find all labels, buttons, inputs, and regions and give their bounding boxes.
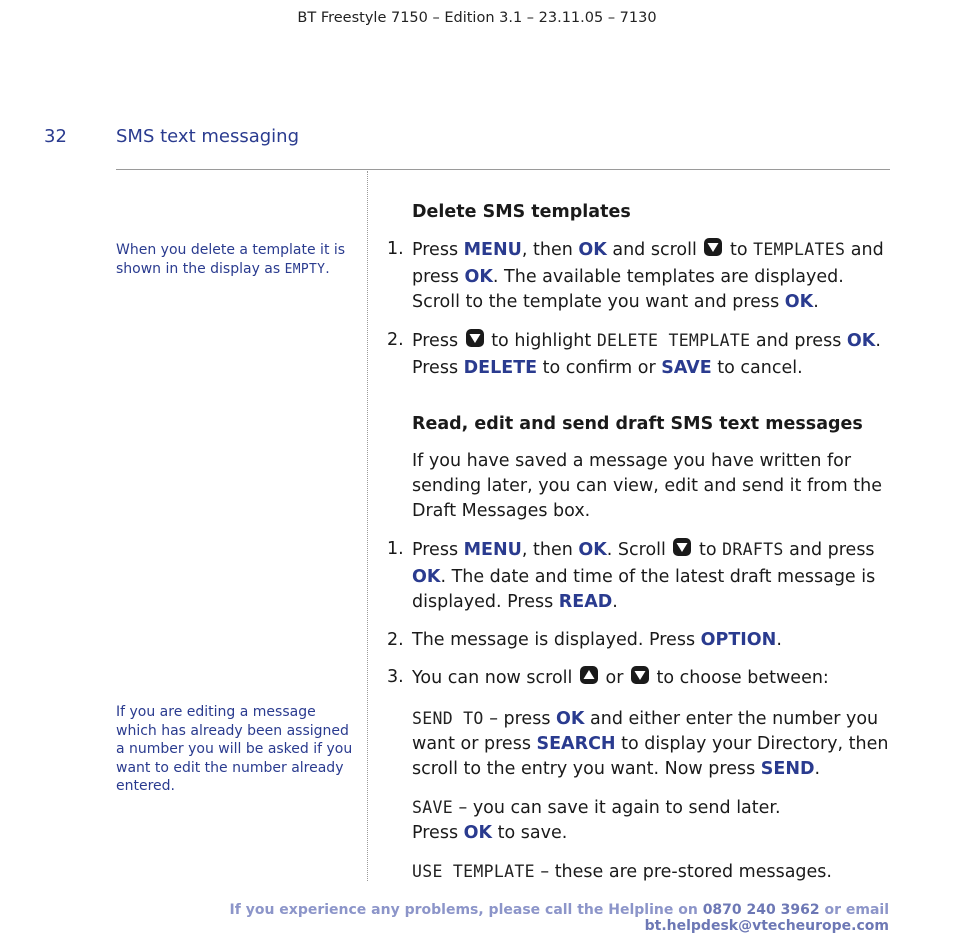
helpline-footer: If you experience any problems, please call the Helpline on 0870 240 3962 or email bt.helpdesk@vtecheurope.com [229, 902, 889, 934]
lcd-text: USE TEMPLATE [412, 862, 535, 881]
section-title: SMS text messaging [116, 126, 300, 147]
document-header: BT Freestyle 7150 – Edition 3.1 – 23.11.05 – 7130 [297, 10, 657, 26]
draft-intro: If you have saved a message you have written for sending later, you can view, edit and send it from the Draft Messages box. [412, 451, 882, 521]
down-arrow-icon [630, 665, 650, 693]
delete-step-1: 1. Press MENU, then OK and scroll to TEMPLATES and press OK. The available templates are displayed. Scroll to the template you want and press OK. [387, 239, 884, 312]
lcd-text: SAVE [412, 798, 453, 817]
lcd-text: TEMPLATES [753, 240, 846, 259]
page-number: 32 [44, 126, 67, 147]
search-key: SEARCH [536, 734, 616, 754]
down-arrow-icon [703, 237, 723, 265]
menu-key: MENU [463, 240, 522, 260]
delete-templates-section [387, 200, 892, 381]
lcd-text: EMPTY [284, 261, 326, 277]
ok-key: OK [464, 267, 493, 287]
read-key: READ [558, 592, 613, 612]
draft-messages-section [387, 412, 892, 885]
draft-messages-heading: Read, edit and send draft SMS text messages [412, 414, 863, 434]
draft-step-3: 3. You can now scroll or to choose between: [412, 665, 892, 693]
column-divider [367, 171, 368, 881]
helpline-phone: 0870 240 3962 [702, 902, 820, 918]
up-arrow-icon [579, 665, 599, 693]
helpline-email: bt.helpdesk@vtecheurope.com [644, 918, 889, 934]
ok-key: OK [784, 292, 814, 312]
ok-key: OK [846, 331, 876, 351]
delete-templates-heading: Delete SMS templates [412, 202, 631, 222]
ok-key: OK [578, 240, 607, 260]
save-key: SAVE [661, 358, 712, 378]
send-key: SEND [760, 759, 815, 779]
option-key: OPTION [700, 630, 777, 650]
option-send-to: SEND TO – press OK and either enter the number you want or press SEARCH to display your Directory, then scroll to the entry you want. Now press SEND. [412, 709, 889, 779]
ok-key: OK [463, 823, 493, 843]
header-rule [116, 169, 890, 170]
menu-key: MENU [463, 540, 522, 560]
option-save: SAVE – you can save it again to send later. Press OK to save. [412, 798, 781, 843]
draft-step-1: 1. Press MENU, then OK. Scroll to DRAFTS and press OK. The date and time of the latest draft message is displayed. Press READ. [387, 539, 876, 612]
lcd-text: DELETE TEMPLATE [596, 331, 751, 350]
lcd-text: DRAFTS [722, 540, 784, 559]
ok-key: OK [412, 567, 441, 587]
side-note-delete: When you delete a template it is shown in the display as EMPTY. [116, 242, 346, 277]
down-arrow-icon [465, 328, 485, 356]
ok-key: OK [578, 540, 607, 560]
side-note-editing: If you are editing a message which has already been assigned a number you will be asked if you want to edit the number already entered. [116, 704, 353, 794]
lcd-text: SEND TO [412, 709, 484, 728]
draft-step-2: 2. The message is displayed. Press OPTION. [387, 630, 782, 650]
delete-step-2: 2. Press to highlight DELETE TEMPLATE and press OK. Press DELETE to confirm or SAVE to cancel. [387, 330, 881, 378]
ok-key: OK [556, 709, 585, 729]
delete-key: DELETE [463, 358, 538, 378]
option-use-template: USE TEMPLATE – these are pre-stored messages. [412, 862, 832, 882]
down-arrow-icon [672, 537, 692, 565]
